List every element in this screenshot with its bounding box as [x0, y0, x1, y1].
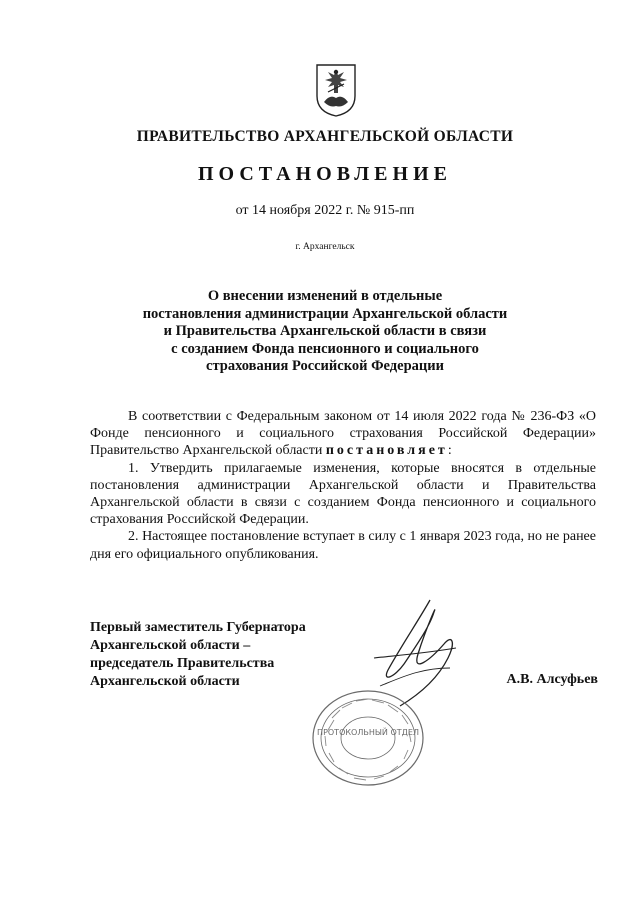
coat-of-arms-icon: [314, 62, 358, 118]
subject-line: О внесении изменений в отдельные: [207, 288, 443, 304]
document-body: [90, 408, 596, 563]
signer-name: А.В. Алсуфьев: [506, 672, 598, 687]
document-type: ПОСТАНОВЛЕНИЕ: [198, 163, 452, 185]
item-1: 1. Утвердить прилагаемые изменения, которые вносятся в отдельные постановления администрации Архангельской области и Правительства Архангельской области в связи с созданием Фонда пенсионного и социального страхования Российской Федерации.: [90, 460, 596, 528]
subject-line: с созданием Фонда пенсионного и социального: [171, 340, 479, 357]
signer-title-line: председатель Правительства: [90, 656, 275, 671]
item-2: 2. Настоящее постановление вступает в силу с 1 января 2023 года, но не ранее дня его официального опубликования.: [90, 529, 596, 562]
signer-title-line: Архангельской области: [90, 674, 240, 689]
city: г. Архангельск: [295, 242, 355, 252]
organization-name: ПРАВИТЕЛЬСТВО АРХАНГЕЛЬСКОЙ ОБЛАСТИ: [136, 128, 514, 145]
subject-line: страхования Российской Федерации: [206, 358, 444, 374]
decree-colon: :: [447, 443, 452, 459]
preamble-text: В соответствии с Федеральным законом от 14 июля 2022 года № 236-ФЗ «О Фонде пенсионного и социального страхования Российской Федерации» Правительство Архангельской области: [90, 409, 596, 459]
signer-title-line: Первый заместитель Губернатора: [90, 620, 306, 635]
signer-title: [90, 619, 306, 691]
decree-word: постановляет: [325, 443, 448, 459]
official-seal: [310, 688, 426, 788]
subject-line: и Правительства Архангельской области в связи: [163, 323, 487, 339]
signer-title-line: Архангельской области –: [90, 638, 251, 653]
date-and-number: от 14 ноября 2022 г. № 915-пп: [235, 203, 415, 218]
preamble-paragraph: [90, 408, 596, 460]
document-subject: [120, 288, 530, 376]
subject-line: постановления администрации Архангельской области: [142, 305, 508, 322]
seal-text: ПРОТОКОЛЬНЫЙ ОТДЕЛ: [317, 728, 419, 737]
